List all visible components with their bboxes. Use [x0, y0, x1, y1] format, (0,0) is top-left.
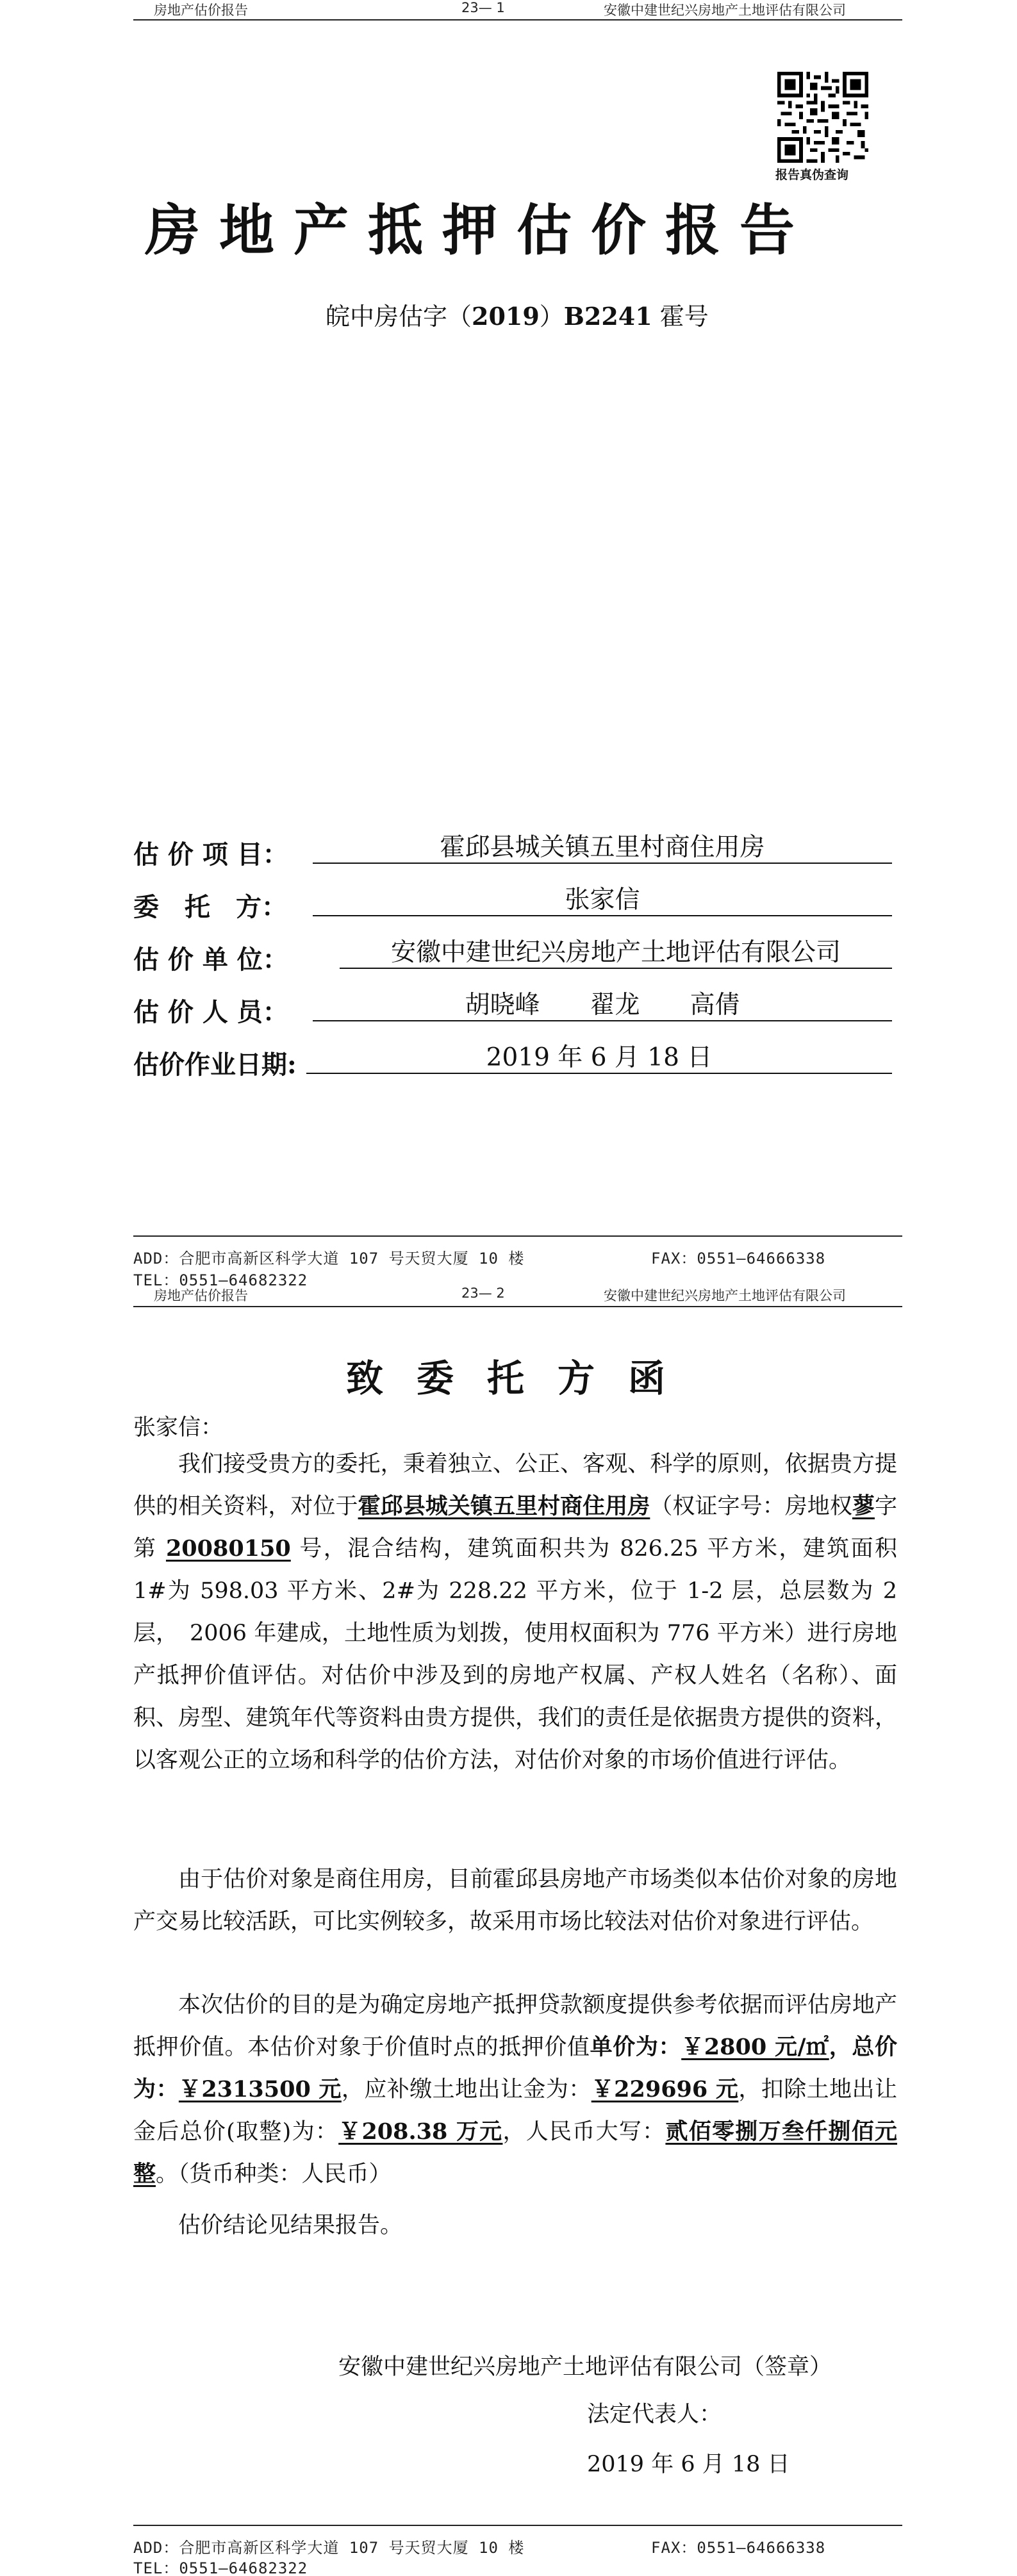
field-label-appraisers: 估 价 人 员：	[133, 997, 288, 1027]
qr-code-icon[interactable]	[777, 72, 868, 163]
qr-label: 报告真伪查询	[775, 168, 849, 182]
page2-footer-address: ADD：合肥市高新区科学大道 107 号天贸大厦 10 楼	[133, 2539, 525, 2557]
page1-footer-address: ADD：合肥市高新区科学大道 107 号天贸大厦 10 楼	[133, 1250, 525, 1267]
page2-footer-rule	[133, 2525, 902, 2526]
page1-header-rule	[133, 19, 902, 21]
unit-price: ￥2800 元/㎡	[681, 2034, 829, 2060]
letter-paragraph-2: 由于估价对象是商住用房，目前霍邱县房地产市场类似本估价对象的房地产交易比较活跃，可比实例较多，故采用市场比较法对估价对象进行评估。	[133, 1867, 897, 1935]
doc-number-mid: ）	[539, 302, 564, 331]
signature-legal-rep: 法定代表人：	[587, 2402, 722, 2427]
total-price: ￥2313500 元	[178, 2076, 342, 2102]
property-address: 霍邱县城关镇五里村商住用房	[358, 1493, 650, 1519]
field-value-appraiser-org: 安徽中建世纪兴房地产土地评估有限公司	[340, 938, 892, 969]
signature-company: 安徽中建世纪兴房地产土地评估有限公司（签章）	[338, 2354, 832, 2380]
doc-number-suffix: 霍号	[652, 302, 709, 331]
letter-title: 致委托方函	[346, 1357, 699, 1400]
letter-paragraph-1: 我们接受贵方的委托，秉着独立、公正、客观、科学的原则，依据贵方提供的相关资料，对位于霍邱县城关镇五里村商住用房（权证字号：房地权蓼字第 20080150 号，混合结构，建筑面积共为 826.25 平方米，建筑面积 1#为 598.03 平方米、2#为 228.22 平方米，位于 1-2 层，总层数为 2 层， 2006 年建成，土地性质为划拨，使用权面积为 776 平方米）进行房地产抵押价值评估。对估价中涉及到的房地产权属、产权人姓名（名称）、面积、房型、建筑年代等资料由贵方提供，我们的责任是依据贵方提供的资料，以客观公正的立场和科学的估价方法，对估价对象的市场价值进行评估。	[133, 1451, 897, 1773]
letter-paragraph-3: 本次估价的目的是为确定房地产抵押贷款额度提供参考依据而评估房地产抵押价值。本估价对象于价值时点的抵押价值单价为：￥2800 元/㎡，总价为：￥2313500 元，应补缴土地出让金为：￥229696 元，扣除土地出让金后总价(取整)为：￥208.38 万元，人民币大写：贰佰零捌万叁仟捌佰元整。（货币种类：人民币）	[133, 1992, 897, 2187]
certificate-number: 20080150	[165, 1535, 291, 1562]
report-title: 房地产抵押估价报告	[145, 198, 814, 263]
page1-footer-tel: TEL：0551—64682322	[133, 1271, 308, 1289]
page1-header-left: 房地产估价报告	[154, 3, 248, 18]
letter-paragraph-4: 估价结论见结果报告。	[178, 2213, 403, 2238]
page1-header-right: 安徽中建世纪兴房地产土地评估有限公司	[604, 3, 846, 18]
document-number	[326, 297, 709, 332]
page2-header-left: 房地产估价报告	[154, 1288, 248, 1303]
page1-footer-fax: FAX：0551—64666338	[651, 1250, 826, 1267]
price-in-words: 贰佰零捌万叁仟捌佰元整	[133, 2118, 897, 2187]
page2-footer-fax: FAX：0551—64666338	[651, 2539, 826, 2557]
letter-salutation: 张家信：	[133, 1415, 224, 1441]
page1-header-page-number: 23— 1	[461, 0, 505, 15]
field-value-date: 2019 年 6 月 18 日	[306, 1043, 892, 1074]
field-value-appraisers: 胡晓峰 翟龙 高倩	[313, 991, 892, 1021]
doc-number-prefix: 皖中房估字（	[326, 302, 472, 331]
field-label-client: 委 托 方：	[133, 892, 287, 922]
signature-date: 2019 年 6 月 18 日	[587, 2452, 790, 2477]
doc-number-code: B2241	[563, 302, 652, 331]
page1-footer-rule	[133, 1235, 902, 1237]
page2-header-rule	[133, 1306, 902, 1307]
doc-number-year: 2019	[472, 302, 540, 331]
page2-header-right: 安徽中建世纪兴房地产土地评估有限公司	[604, 1288, 846, 1303]
field-label-date: 估价作业日期:	[133, 1050, 297, 1080]
field-value-client: 张家信	[313, 886, 892, 916]
page2-footer-tel: TEL：0551—64682322	[133, 2559, 308, 2576]
land-premium: ￥229696 元	[591, 2076, 739, 2102]
field-label-appraiser-org: 估 价 单 位：	[133, 945, 288, 975]
field-label-project: 估 价 项 目：	[133, 839, 288, 870]
net-price: ￥208.38 万元	[338, 2118, 503, 2145]
page2-header-page-number: 23— 2	[461, 1285, 505, 1301]
field-value-project: 霍邱县城关镇五里村商住用房	[313, 833, 892, 864]
